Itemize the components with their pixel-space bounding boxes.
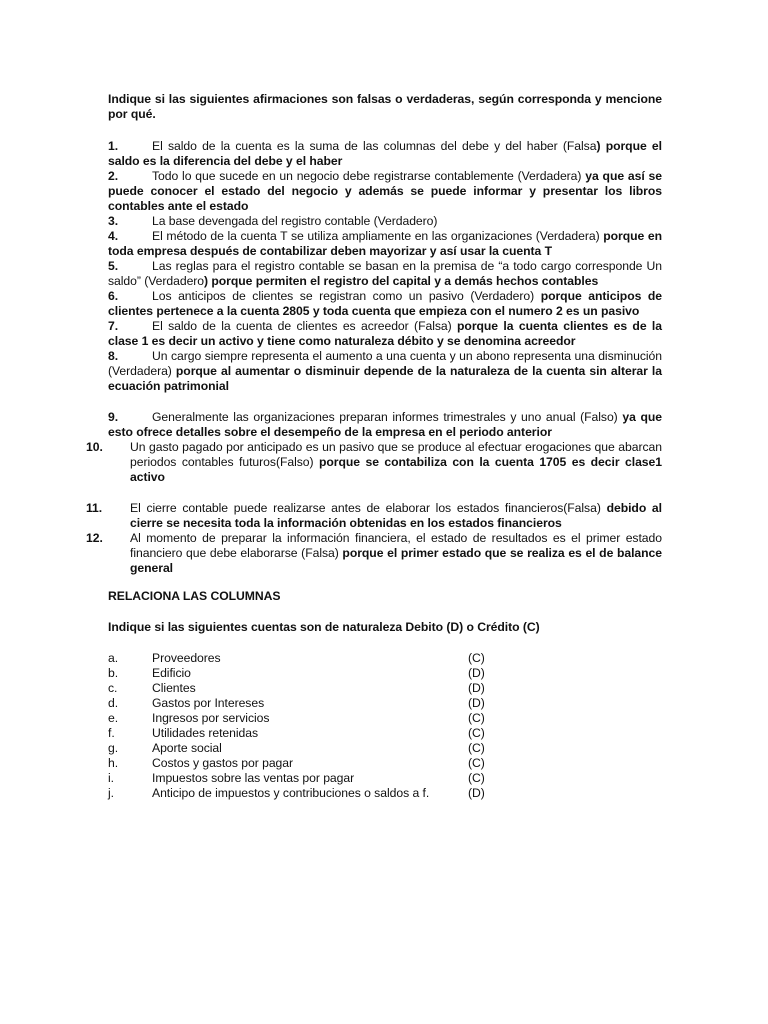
account-name: Proveedores	[152, 651, 221, 665]
statement-number: 2.	[108, 169, 119, 183]
statement-reason: ) porque el saldo es la diferencia del debe y el haber	[108, 139, 662, 168]
account-letter: g.	[108, 741, 119, 755]
statement-reason: ya que esto ofrece detalles sobre el desempeño de la empresa en el periodo anterior	[108, 410, 662, 439]
statement-item	[86, 531, 662, 576]
statement-number: 4.	[108, 229, 119, 243]
statement-reason: debido al cierre se necesita toda la información obtenidas en los estados financieros	[130, 501, 662, 530]
account-name: Ingresos por servicios	[152, 711, 270, 725]
table-row	[108, 756, 508, 771]
statement-reason: porque en toda empresa después de contabilizar deben mayorizar y así usar la cuenta T	[108, 229, 662, 258]
account-name: Impuestos sobre las ventas por pagar	[152, 771, 355, 785]
account-nature: (C)	[468, 726, 485, 740]
statement-reason: porque el primer estado que se realiza es el de balance general	[130, 546, 662, 575]
table-row	[108, 681, 508, 696]
statement-text: Generalmente las organizaciones preparan informes trimestrales y uno anual (Falso)	[152, 410, 618, 424]
table-row	[108, 711, 508, 726]
statement-number: 1.	[108, 139, 119, 153]
statement-item	[108, 319, 662, 349]
statement-item	[108, 289, 662, 319]
account-nature: (C)	[468, 756, 485, 770]
statement-text: El saldo de la cuenta es la suma de las columnas del debe y del haber (Falsa	[152, 139, 597, 153]
account-nature: (D)	[468, 696, 485, 710]
statement-reason: porque anticipos de clientes pertenece a la cuenta 2805 y toda cuenta que empieza con el numero 2 es un pasivo	[108, 289, 662, 318]
statement-text: La base devengada del registro contable (Verdadero)	[152, 214, 438, 228]
account-nature: (D)	[468, 786, 485, 800]
statement-item	[108, 214, 662, 229]
statement-item	[108, 139, 662, 169]
account-name: Utilidades retenidas	[152, 726, 259, 740]
account-nature: (D)	[468, 681, 485, 695]
table-row	[108, 726, 508, 741]
statement-number: 10.	[86, 440, 103, 454]
statement-reason: porque se contabiliza con la cuenta 1705 es decir clase1 activo	[130, 455, 662, 484]
account-nature: (D)	[468, 666, 485, 680]
statement-item	[108, 349, 662, 394]
table-row	[108, 651, 508, 666]
account-nature: (C)	[468, 651, 485, 665]
statement-reason: porque la cuenta clientes es de la clase 1 es decir un activo y tiene como naturaleza débito y se denomina acreedor	[108, 319, 662, 348]
account-letter: h.	[108, 756, 119, 770]
account-name: Aporte social	[152, 741, 222, 755]
statement-item	[108, 229, 662, 259]
statement-number: 12.	[86, 531, 103, 545]
account-letter: e.	[108, 711, 119, 725]
statement-number: 6.	[108, 289, 119, 303]
statement-item	[108, 259, 662, 289]
table-row	[108, 666, 508, 681]
section-title: RELACIONA LAS COLUMNAS	[108, 589, 281, 603]
statement-item	[108, 410, 662, 440]
account-nature: (C)	[468, 711, 485, 725]
instructions-heading: Indique si las siguientes afirmaciones son falsas o verdaderas, según corresponda y mencione por qué.	[108, 92, 662, 121]
accounts-table	[108, 651, 508, 801]
statement-text: El cierre contable puede realizarse antes de elaborar los estados financieros(Falsa)	[130, 501, 601, 515]
statement-reason: ya que así se puede conocer el estado del negocio y además se puede informar y presentar los libros contables ante el estado	[108, 169, 662, 213]
statement-number: 5.	[108, 259, 119, 273]
table-row	[108, 741, 508, 756]
statement-text: Un cargo siempre representa el aumento a una cuenta y un abono representa una disminución (Verdadera)	[108, 349, 662, 378]
statement-number: 8.	[108, 349, 119, 363]
statement-text: Un gasto pagado por anticipado es un pasivo que se produce al efectuar erogaciones que abarcan periodos contables futuros(Falso)	[130, 440, 662, 469]
account-name: Costos y gastos por pagar	[152, 756, 294, 770]
account-letter: c.	[108, 681, 118, 695]
account-name: Anticipo de impuestos y contribuciones o saldos a f.	[152, 786, 430, 800]
account-letter: j.	[108, 786, 114, 800]
account-name: Clientes	[152, 681, 196, 695]
document-body	[86, 92, 662, 801]
account-letter: d.	[108, 696, 119, 710]
statements-list	[86, 139, 662, 576]
statement-text: El saldo de la cuenta de clientes es acreedor (Falsa)	[152, 319, 452, 333]
table-row	[108, 771, 508, 786]
statement-text: Los anticipos de clientes se registran como un pasivo (Verdadero)	[152, 289, 535, 303]
account-letter: b.	[108, 666, 119, 680]
account-letter: f.	[108, 726, 115, 740]
account-nature: (C)	[468, 741, 485, 755]
table-row	[108, 696, 508, 711]
account-letter: i.	[108, 771, 114, 785]
statement-number: 11.	[86, 501, 103, 515]
table-row	[108, 786, 508, 801]
account-name: Edificio	[152, 666, 191, 680]
section-instruction: Indique si las siguientes cuentas son de naturaleza Debito (D) o Crédito (C)	[108, 620, 540, 634]
account-letter: a.	[108, 651, 119, 665]
account-name: Gastos por Intereses	[152, 696, 265, 710]
statement-item	[86, 440, 662, 485]
statement-text: Las reglas para el registro contable se basan en la premisa de “a todo cargo corresponde Un saldo” (Verdadero	[108, 259, 662, 288]
statement-text: Al momento de preparar la información financiera, el estado de resultados es el primer estado financiero que debe elaborarse (Falsa)	[130, 531, 662, 560]
statement-reason: porque al aumentar o disminuir depende de la naturaleza de la cuenta sin alterar la ecuación patrimonial	[108, 364, 662, 393]
statement-item	[108, 169, 662, 214]
statement-reason: ) porque permiten el registro del capital y a demás hechos contables	[204, 274, 599, 288]
account-nature: (C)	[468, 771, 485, 785]
statement-number: 7.	[108, 319, 119, 333]
statement-text: Todo lo que sucede en un negocio debe registrarse contablemente (Verdadera)	[152, 169, 582, 183]
statement-number: 3.	[108, 214, 119, 228]
statement-item	[86, 501, 662, 531]
statement-text: El método de la cuenta T se utiliza ampliamente en las organizaciones (Verdadera)	[152, 229, 600, 243]
statement-number: 9.	[108, 410, 119, 424]
